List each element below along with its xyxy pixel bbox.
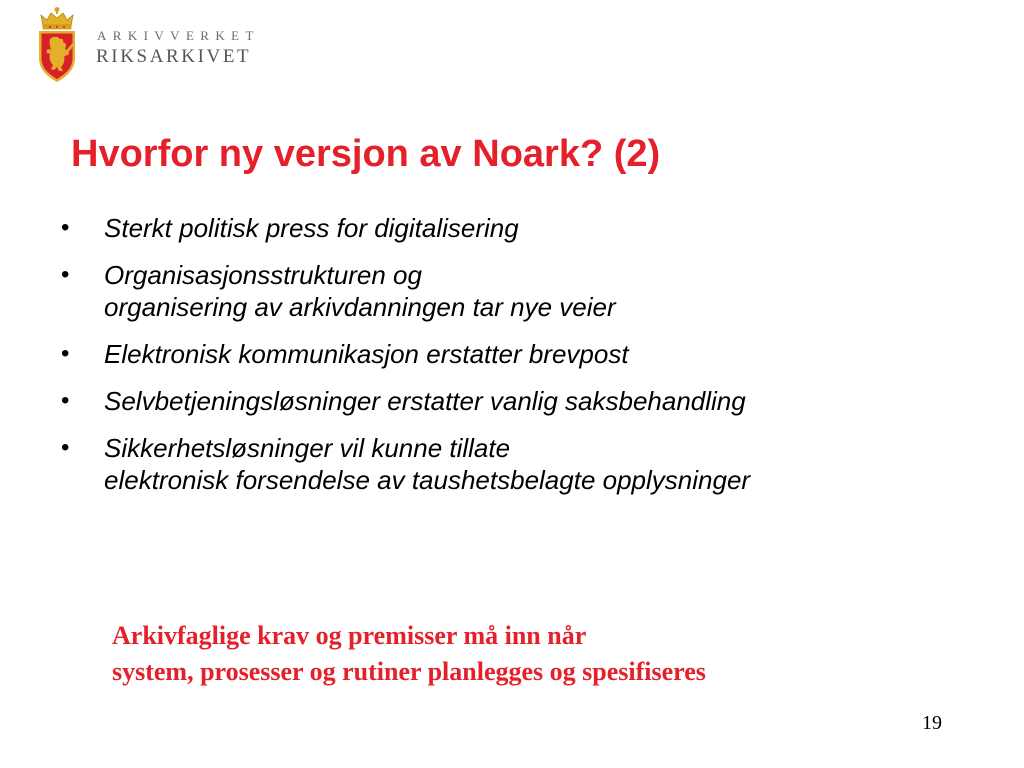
bullet-item (60, 432, 1000, 496)
bullet-item (60, 212, 1000, 244)
bullet-text: elektronisk forsendelse av taushetsbelagte opplysninger (104, 465, 751, 495)
note-line: Arkivfaglige krav og premisser må inn når (112, 621, 587, 650)
bullet-point-icon: • (61, 340, 70, 367)
bullet-item (60, 338, 1000, 370)
bullet-text: Sterkt politisk press for digitalisering (104, 213, 519, 243)
bullet-text: Organisasjonsstrukturen og (104, 260, 422, 290)
note-line: system, prosesser og rutiner planlegges og spesifiseres (112, 657, 706, 686)
bullet-list (60, 212, 1000, 511)
page-number: 19 (922, 712, 942, 734)
highlight-note (112, 618, 706, 690)
bullet-point-icon: • (61, 214, 70, 241)
bullet-text: Selvbetjeningsløsninger erstatter vanlig saksbehandling (104, 386, 746, 416)
bullet-text: organisering av arkivdanningen tar nye veier (104, 292, 616, 322)
bullet-point-icon: • (61, 261, 70, 288)
bullet-text: Sikkerhetsløsninger vil kunne tillate (104, 433, 511, 463)
arkivverket-logo (34, 6, 274, 86)
bullet-point-icon: • (61, 434, 70, 461)
crown-icon (41, 7, 73, 29)
org-name-bottom: RIKSARKIVET (96, 46, 252, 67)
bullet-item (60, 259, 1000, 323)
slide-title: Hvorfor ny versjon av Noark? (2) (71, 133, 661, 175)
norwegian-lion-coat-of-arms-icon (34, 6, 80, 84)
org-name-top: ARKIVVERKET (97, 28, 260, 43)
bullet-item (60, 385, 1000, 417)
bullet-text: Elektronisk kommunikasjon erstatter brevpost (104, 339, 629, 369)
bullet-point-icon: • (61, 387, 70, 414)
